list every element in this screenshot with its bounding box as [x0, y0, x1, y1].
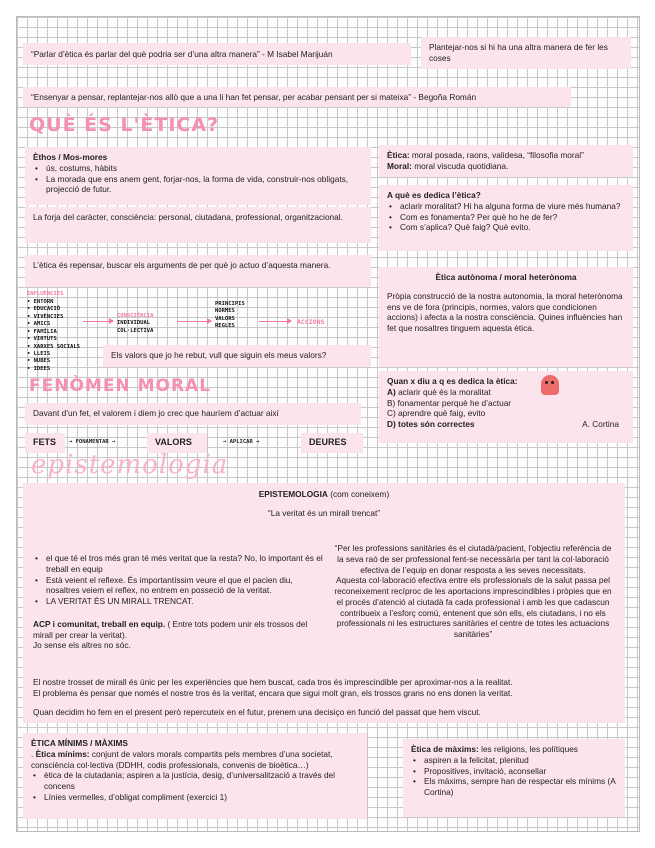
influence-item: • VIVÈNCIES — [27, 313, 64, 320]
influence-item: • EDUCACIÓ — [27, 306, 61, 313]
repensar-box — [25, 255, 371, 287]
consciencia-line: INDIVIDUAL — [117, 320, 151, 327]
quote-alternativa — [421, 37, 631, 69]
arrow-icon — [83, 321, 113, 322]
minims-title: ÈTICA MÍNIMS / MÀXIMS — [31, 738, 128, 748]
heading-epistemologia: epistemologia — [31, 450, 229, 480]
repensar-text: L’ètica és repensar, buscar els arguments de per què jo actuo d’aquesta manera. — [33, 260, 331, 270]
dedica-list — [387, 201, 625, 233]
maxims-title-text: les religions, les polítiques — [478, 744, 578, 754]
etica-label: Ètica: — [387, 150, 410, 160]
principis-line: PRINCIPIS — [215, 301, 245, 307]
list-item: • el que té el tros més gran té més veritat que la resta? No, lo important és el treball en equip — [33, 553, 323, 575]
aplicar-arrow: → APLICAR → — [223, 439, 260, 445]
consciencia-title: CONSCIÈNCIA — [117, 313, 154, 319]
forja-text: La forja del caràcter, consciència: personal, ciutadana, professional, organitzacional. — [33, 212, 343, 222]
valors-rebut-text: Els valors que jo he rebut, vull que siguin els meus valors? — [111, 350, 327, 360]
etica-text: moral posada, raons, validesa, “filosofia moral” — [409, 150, 584, 160]
forja-box — [25, 207, 371, 243]
quiz-author: A. Cortina — [582, 419, 619, 429]
arrow-icon — [177, 321, 211, 322]
valors-label: VALORS — [147, 433, 207, 453]
list-item: • La morada que ens anem gent, forjar-nos, la forma de vida, construir-nos obligats, projecció de futur. — [33, 174, 363, 196]
quiz-a: aclarir què és la moralitat — [395, 386, 491, 397]
epistemologia-left — [33, 553, 323, 651]
list-item: • LA VERITAT ÉS UN MIRALL TRENCAT. — [33, 596, 323, 607]
quote-marijuan — [23, 43, 411, 65]
acp-text-2: Jo sense els altres no sóc. — [33, 640, 131, 651]
autonoma-box — [379, 267, 633, 367]
influence-item: • FAMÍLIA — [27, 328, 57, 335]
epistemologia-title-suffix: (com coneixem) — [327, 489, 390, 499]
quiz-title: Quan x diu a q es dedica la ètica: — [387, 376, 518, 386]
quote-text: Plantejar-nos si hi ha una altra manera de fer les coses — [429, 42, 608, 63]
influence-item: • XARXES SOCIALS — [27, 343, 80, 350]
quote-text: “Ensenyar a pensar, replantejar-nos allò que a una li han fet pensar, per acabar pensant per si mateixa” - Begoña Román — [31, 92, 477, 102]
deures-label: DEURES — [301, 433, 363, 453]
paragraph: Quan decidim ho fem en el present però repercuteix en el futur, prenem una decisiço en funció del passat que hem viscut. — [33, 706, 481, 717]
autonoma-title: Ètica autònoma / moral heterònoma — [435, 272, 577, 282]
influence-item: • VIRTUTS — [27, 336, 57, 343]
influencies-title: INFLUÈNCIES — [27, 291, 64, 297]
influence-item: • IDEES — [27, 365, 51, 372]
definitions-box — [379, 145, 633, 177]
epistemologia-bottom — [33, 677, 618, 717]
quote-roman — [23, 87, 571, 107]
list-item: • Els màxims, sempre han de respectar els mínims (A Cortina) — [411, 776, 617, 798]
maxims-list — [411, 755, 617, 798]
consciencia-block — [117, 313, 153, 335]
influence-item: • AMICS — [27, 321, 51, 328]
list-item: • aclarir moralitat? Hi ha alguna forma de viure més humana? — [387, 201, 625, 212]
heading-que-es-etica: QUÈ ÉS L'ÈTICA? — [29, 114, 220, 136]
consciencia-line: COL·LECTIVA — [117, 327, 154, 334]
influence-item: • NUBES — [27, 358, 51, 365]
arrow-icon — [259, 321, 291, 322]
influence-item: • LLEIS — [27, 350, 51, 357]
quiz-d: D) totes són correctes — [387, 419, 475, 430]
epistemologia-right — [331, 543, 615, 640]
paragraph: El nostre trosset de mirall és únic per les experiències que hem buscat, cada tros és imprescindible per aproximar-nos a la realitat. — [33, 677, 513, 687]
list-item: • ètica de la ciutadania; aspiren a la justícia, desig, d’universalització a través del concens — [31, 770, 359, 792]
epistemologia-subtitle: “La veritat és un mirall trencat” — [267, 507, 381, 518]
accions-label: ACCIONS — [297, 318, 325, 326]
list-item: • ús, costums, hàbits — [33, 163, 363, 174]
principis-line: REGLES — [215, 323, 235, 330]
right-quote-2: Aquesta col·laboració efectiva entre els professionals de la salut passa pel reconeixement recíproc de les aportacions imprescindibles i pròpies que en el procés d’atenció al ciutadà fa cada professional i amb les que cadascun contribueix a l’esforç comú, entenent que són ells, els ciutadans, i no els professionals ni les estructures sanitàries el centre de totes les actuacions sanitàries” — [334, 575, 612, 640]
quote-text: “Parlar d’ètica és parlar del què podria ser d’una altra manera” - M Isabel Marijuán — [31, 49, 333, 59]
minims-box: ÈTICA MÍNIMS / MÀXIMS . Ètica mínims: conjunt de valors morals compartits pels membres d’una societat, consciència col·lectiva (DDHH, codis professionals, convenis de bioètica…) • ètica de la ciutadania; aspiren a la justícia, desig, d’universalització a través del concens • Línies vermelles, d’obligat compliment (exercici 1) — [23, 733, 367, 819]
minims-list — [31, 770, 359, 802]
list-item: • Propositives, invitació, aconsellar — [411, 766, 617, 777]
epistemologia-list — [33, 553, 323, 607]
influence-item: • ENTORN — [27, 299, 54, 305]
epistemologia-title: EPISTEMOLOGIA — [258, 489, 328, 499]
right-quote: “Per les professions sanitàries és el ciutadà/pacient, l’objectiu referència de la seva raó de ser professional fent-se necessària per tant la col·laboració efectiva de l’equip en donar resposta a les seves necessitats. — [334, 543, 612, 575]
principis-line: NORMES — [215, 308, 235, 315]
dedica-box — [379, 185, 633, 251]
fenomen-text: Davant d’un fet, el valorem i diem jo crec que hauríem d’actuar així — [33, 408, 279, 418]
ethos-box — [25, 147, 371, 205]
principis-block — [215, 301, 245, 331]
dedica-title: A què es dedica l’ètica? — [387, 190, 481, 200]
quiz-box — [379, 371, 633, 443]
minims-lead-label: Ètica mínims: — [35, 748, 90, 759]
autonoma-text: Pròpia construcció de la nostra autonomia, la moral heterònoma ens ve de fora (principis, normes, valors que condicionen accions) i afecta a la nostra consciència. Quines influències han fet que nosaltres tinguem aquesta ètica. — [387, 290, 623, 334]
acp-label: ACP i comunitat, treball en equip. — [33, 618, 166, 629]
list-item: • Línies vermelles, d’obligat compliment (exercici 1) — [31, 792, 359, 803]
principis-line: VALORS — [215, 315, 235, 322]
moral-text: moral viscuda quotidiana. — [411, 160, 509, 171]
epistemologia-box — [23, 483, 625, 723]
acp-text: ( Entre tots podem unir els trossos del mirall per crear la veritat). — [33, 618, 308, 640]
maxims-box — [403, 739, 625, 817]
influencies-list — [27, 299, 80, 373]
quiz-c: C) aprendre què faig, evito — [387, 408, 486, 419]
ethos-list — [33, 163, 363, 195]
list-item: • Com es fonamenta? Per què ho he de fer? — [387, 212, 625, 223]
quiz-a-label: A) — [387, 386, 396, 397]
paragraph: El problema és pensar que només el nostre tros és la veritat, encara que sigui molt gran, els trossos grans no ens donen la veritat. — [33, 687, 513, 698]
list-item: • Està veient el reflexe. És importantíssim veure el que el pacien diu, nosaltres veiem el reflex, no entrem en posseció de la veritat. — [33, 575, 323, 597]
minims-lead-text: conjunt de valors morals compartits pels membres d’una societat, consciència col·lectiva (DDHH, codis professionals, convenis de bioètica…) — [31, 748, 333, 770]
ethos-title: Èthos / Mos-mores — [33, 152, 108, 162]
valors-rebut-box — [103, 345, 371, 367]
fets-label: FETS — [25, 433, 65, 453]
heading-fenomen-moral: FENÒMEN MORAL — [29, 376, 212, 396]
moral-label: Moral: — [387, 160, 412, 171]
fenomen-box — [25, 403, 361, 425]
list-item: • aspiren a la felicitat, plenitud — [411, 755, 617, 766]
notebook-sheet — [16, 16, 640, 832]
fonamentar-arrow: → FONAMENTAR → — [69, 439, 116, 445]
quiz-b: B) fonamentar perquè he d’actuar — [387, 397, 512, 408]
list-item: • Com s’aplica? Què faig? Què evito. — [387, 222, 625, 233]
maxims-title-label: Ètica de màxims: — [411, 744, 479, 754]
ghost-sticker-icon — [541, 375, 559, 395]
